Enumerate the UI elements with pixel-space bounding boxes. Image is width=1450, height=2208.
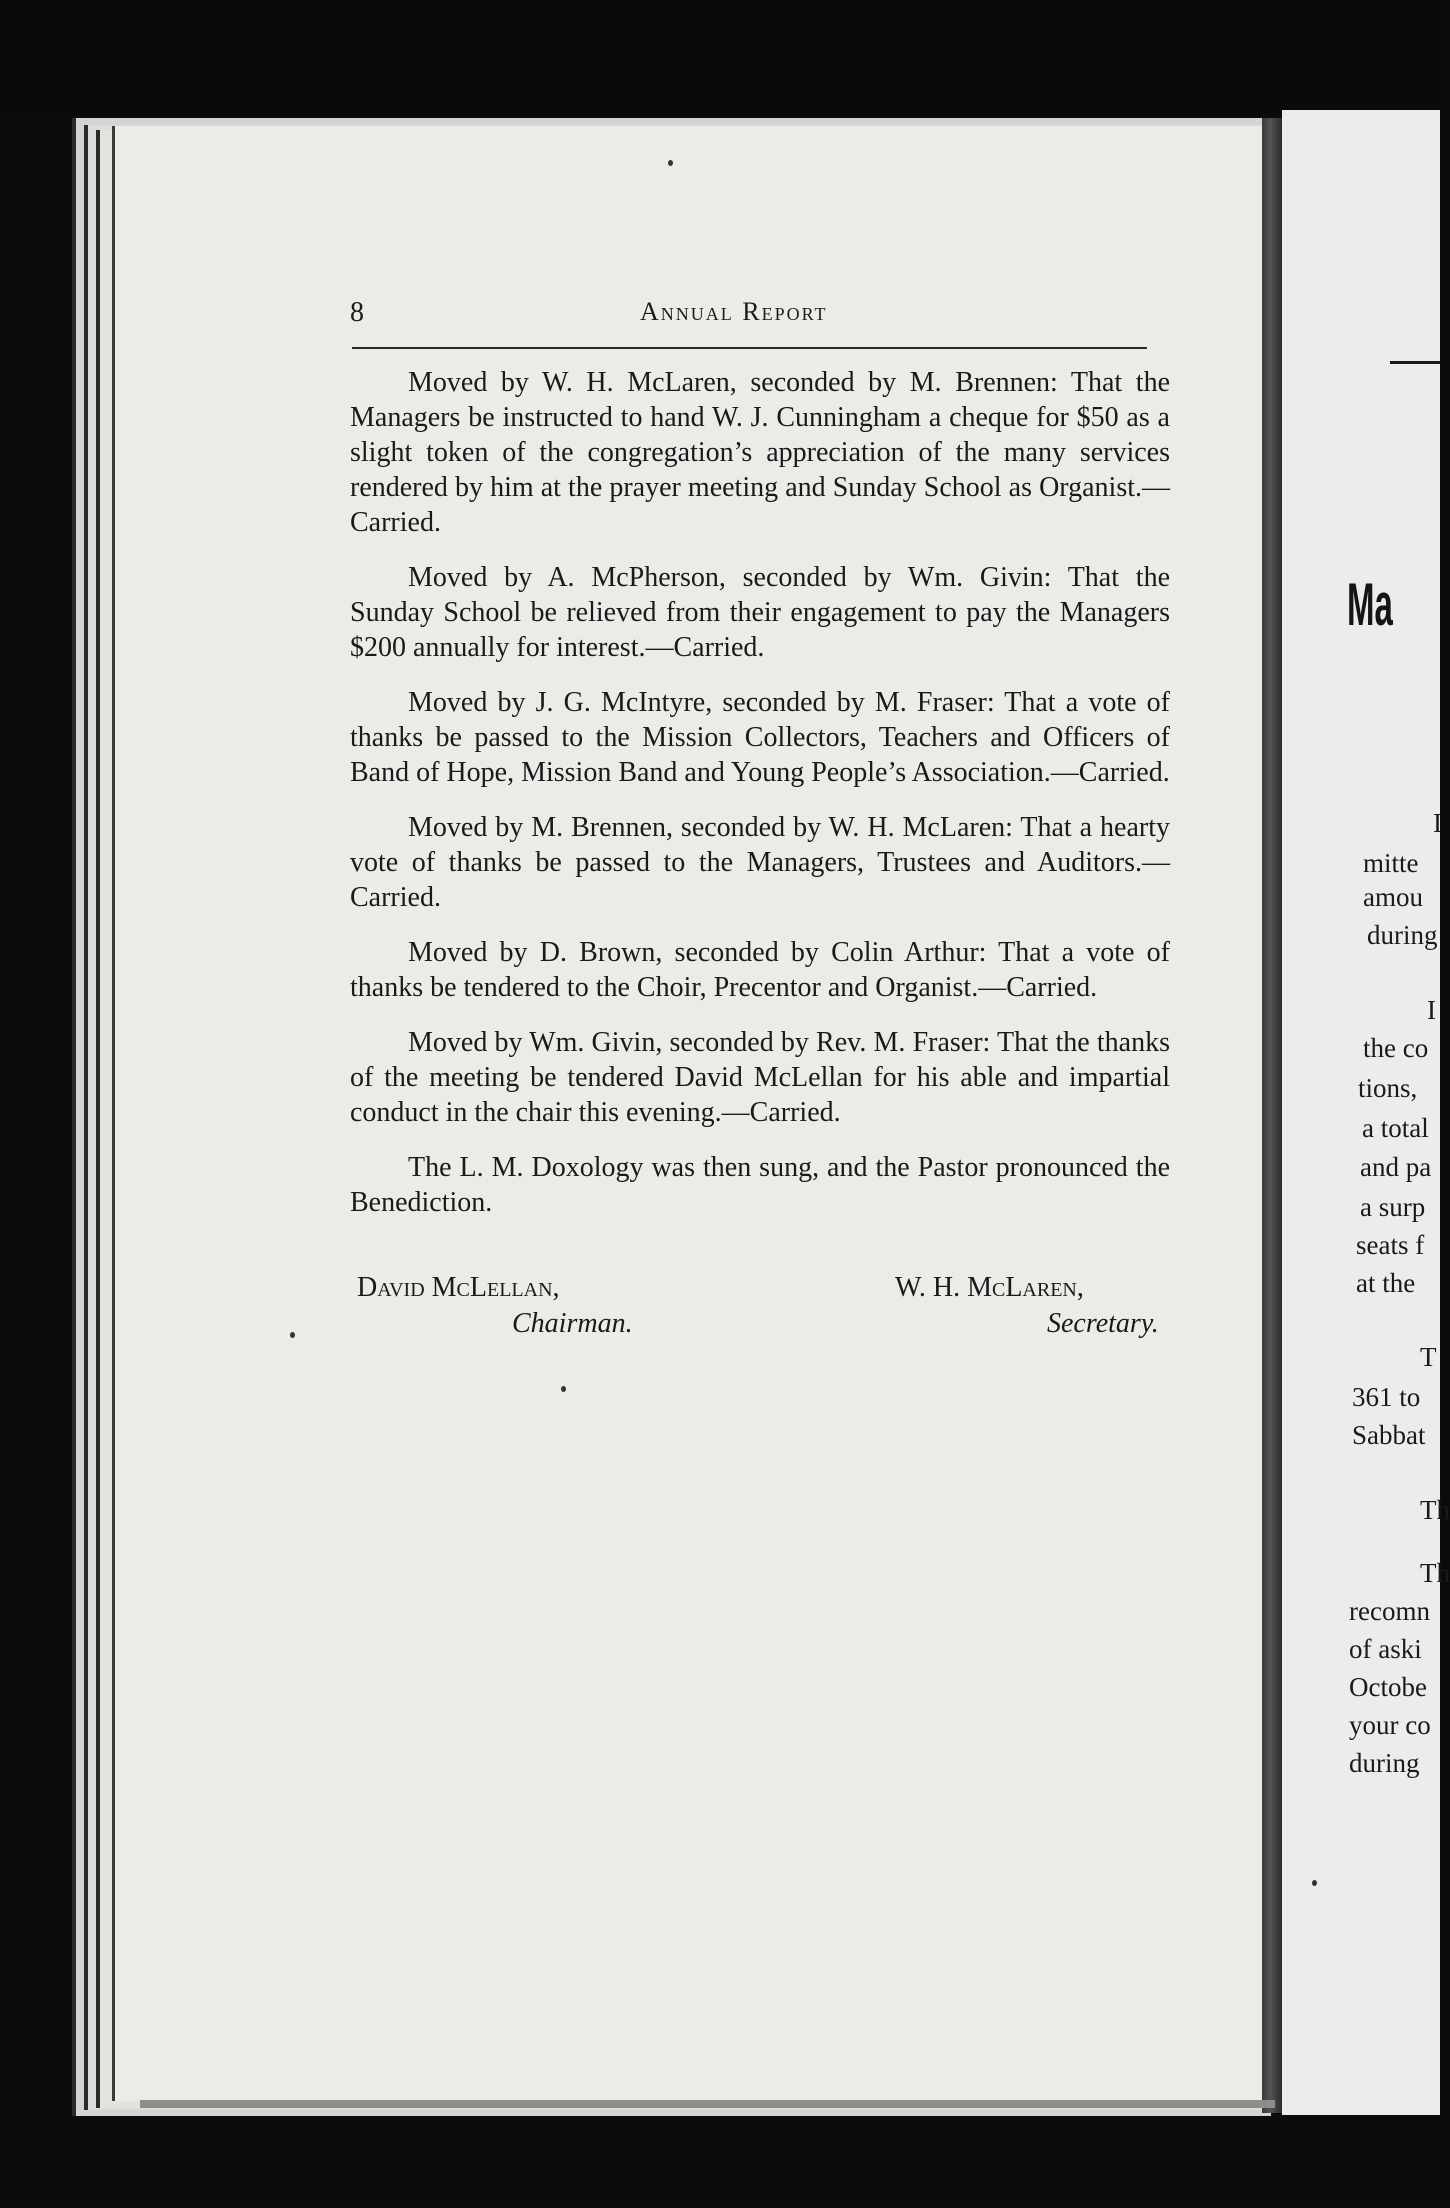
chairman-title: Chairman. [512, 1308, 633, 1339]
page-bottom-edge [140, 2100, 1275, 2108]
right-page-text-fragment: a total [1362, 1113, 1429, 1143]
right-page-text-fragment: Sabbat [1352, 1420, 1426, 1450]
print-speck [561, 1386, 566, 1392]
right-page-text-fragment: 361 to [1352, 1382, 1421, 1412]
right-page-text-fragment: at the [1356, 1268, 1416, 1298]
right-page-text-fragment: I [1427, 995, 1436, 1025]
motion-paragraph: Moved by J. G. McIntyre, seconded by M. Fraser: That a vote of thanks be passed to the Mission Collectors, Teachers and Officers of Band of Hope, Mission Band and Young People’s Association.—Carried. [350, 687, 1170, 788]
book-gutter [1262, 118, 1282, 2113]
scan-border [0, 0, 1440, 115]
secretary-title: Secretary. [1047, 1308, 1159, 1339]
report-body [350, 365, 1170, 1240]
right-page-text-fragment: your co [1349, 1710, 1431, 1740]
page-header-title: Annual Report [640, 297, 828, 326]
right-page-text-fragment: of aski [1349, 1634, 1422, 1664]
print-speck [668, 160, 673, 166]
right-page-text-fragment: I [1433, 808, 1442, 838]
chairman-name: David McLellan, [357, 1272, 560, 1303]
right-page-text-fragment: seats f [1356, 1230, 1425, 1260]
right-page-text-fragment: mitte [1363, 848, 1419, 878]
right-page-rule [1390, 361, 1440, 364]
motion-paragraph: Moved by Wm. Givin, seconded by Rev. M. Fraser: That the thanks of the meeting be tendered David McLellan for his able and impartial conduct in the chair this evening.—Carried. [350, 1027, 1170, 1128]
right-page-text-fragment: Th [1420, 1558, 1450, 1588]
running-head [350, 297, 1350, 337]
closing-paragraph: The L. M. Doxology was then sung, and the Pastor pronounced the Benediction. [350, 1152, 1170, 1218]
print-speck [290, 1332, 295, 1338]
right-page-text-fragment: T [1420, 1342, 1437, 1372]
motion-paragraph: Moved by W. H. McLaren, seconded by M. Brennen: That the Managers be instructed to hand W. J. Cunningham a cheque for $50 as a slight token of the congregation’s appreciation of the many services rendered by him at the prayer meeting and Sunday School as Organist.—Carried. [350, 367, 1170, 538]
right-page-text-fragment: recomn [1349, 1596, 1430, 1626]
header-rule [352, 347, 1147, 349]
right-page-text-fragment: a surp [1360, 1192, 1426, 1222]
motion-paragraph: Moved by D. Brown, seconded by Colin Arthur: That a vote of thanks be tendered to the Choir, Precentor and Organist.—Carried. [350, 937, 1170, 1003]
right-page-text-fragment: the co [1363, 1033, 1429, 1063]
print-speck [1312, 1880, 1317, 1886]
right-page-text-fragment: Th [1420, 1495, 1450, 1525]
right-page-text-fragment: tions, [1358, 1073, 1418, 1103]
right-page-text-fragment: during [1367, 920, 1438, 950]
signature-block [357, 1272, 1177, 1352]
page-number: 8 [350, 297, 364, 328]
right-page-heading: Ma [1347, 571, 1393, 638]
right-page-text-fragment: and pa [1360, 1152, 1432, 1182]
right-page-text-fragment: Octobe [1349, 1672, 1427, 1702]
motion-paragraph: Moved by M. Brennen, seconded by W. H. McLaren: That a hearty vote of thanks be passed to the Managers, Trustees and Auditors.—Carried. [350, 812, 1170, 913]
right-page-text-fragment: amou [1363, 882, 1423, 912]
secretary-name: W. H. McLaren, [895, 1272, 1084, 1303]
right-page-text-fragment: during [1349, 1748, 1420, 1778]
motion-paragraph: Moved by A. McPherson, seconded by Wm. Givin: That the Sunday School be relieved from their engagement to pay the Managers $200 annually for interest.—Carried. [350, 562, 1170, 663]
